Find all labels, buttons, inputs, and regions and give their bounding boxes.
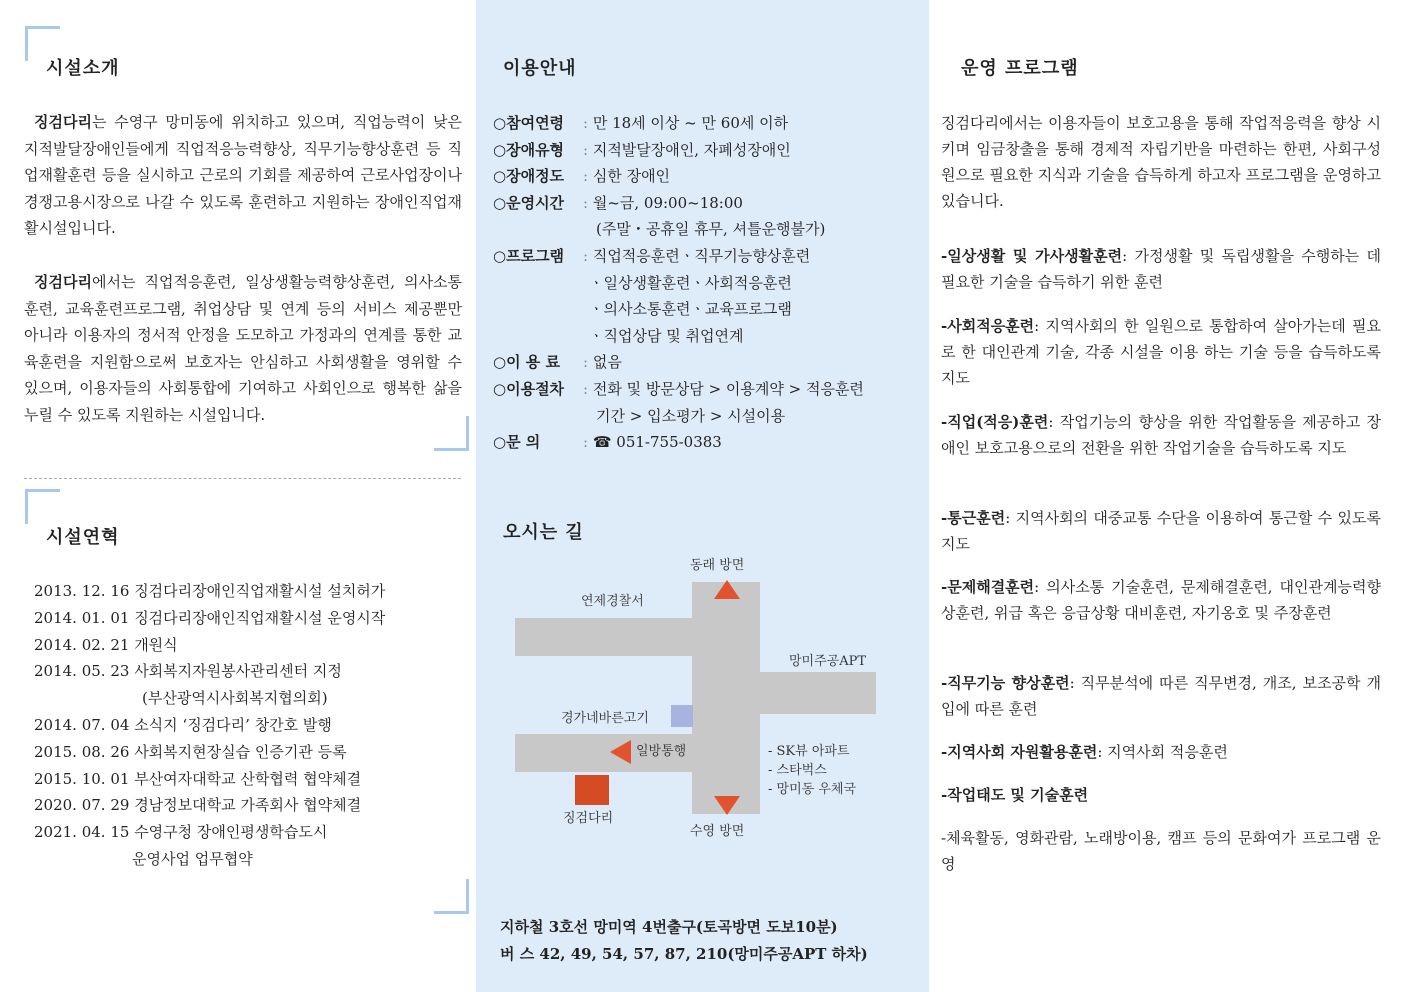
intro-paragraph-1: 징검다리는 수영구 망미동에 위치하고 있으며, 직업능력이 낮은 지적발달장애인들에게 직업적응능력향상, 직무기능향상훈련 등 직업재활훈련 등을 실시하고 근로의 기회를 제공하여 근로사업장이나 경쟁고용시장으로 나갈 수 있도록 훈련하고 지원하는 장애인직업재활시설입니다. — [24, 113, 462, 237]
info-row: ○운영시간 : 월~금, 09:00~18:00 — [493, 190, 864, 217]
program-title: -직무기능 향상훈련 — [941, 674, 1070, 692]
info-label: ○이 용 료 — [493, 353, 561, 372]
map-label-south: 수영 방면 — [690, 824, 745, 839]
program-desc: : 작업기능의 향상을 위한 작업활동을 제공하고 장애인 보호고용으로의 전환을 위한 작업기술을 습득하도록 지도 — [941, 413, 1381, 457]
intro-heading: 시설소개 — [46, 58, 120, 79]
program-title: -문제해결훈련 — [941, 578, 1035, 596]
history-item: 2013. 12. 16 징검다리장애인직업재활시설 설치허가 — [34, 582, 386, 600]
history-item: 2014. 02. 21 개원식 — [34, 635, 178, 654]
directions-heading: 오시는 길 — [503, 522, 584, 543]
info-row: ○프로그램 : 직업적응훈련ㆍ직무기능향상훈련 — [493, 243, 864, 270]
program-desc: : 지역사회 적응훈련 — [1097, 743, 1228, 761]
info-label: ○이용절차 — [493, 379, 565, 398]
location-map — [513, 550, 883, 840]
arrow-up-icon — [714, 580, 740, 600]
info-value: 없음 — [592, 353, 622, 372]
history-item: 2015. 10. 01 부산여자대학교 산학협력 협약체결 — [34, 769, 362, 788]
left-panel — [0, 0, 476, 992]
info-row-continued: 기간 > 입소평가 > 시설이용 — [596, 406, 786, 425]
map-label-apt: 망미주공APT — [789, 654, 867, 669]
map-label-oneway: 일방통행 — [636, 744, 687, 759]
program-item — [941, 670, 1381, 722]
info-row-continued: ㆍ일상생활훈련ㆍ사회적응훈련 — [589, 273, 792, 292]
program-title: -일상생활 및 가사생활훈련 — [941, 247, 1123, 265]
info-value: 전화 및 방문상담 > 이용계약 > 적응훈련 — [592, 379, 864, 398]
info-row: ○이 용 료 : 없음 — [493, 349, 864, 376]
program-item — [941, 825, 1381, 877]
program-item — [941, 782, 1381, 808]
history-list — [34, 578, 385, 873]
info-row-continued: ㆍ의사소통훈련ㆍ교육프로그램 — [589, 300, 792, 319]
corner-bracket — [25, 489, 60, 524]
subway-info: 지하철 3호선 망미역 4번출구(토곡방면 도보10분) — [500, 918, 838, 936]
facility-name: 징검다리 — [34, 113, 92, 131]
info-value: 만 18세 이상 ~ 만 60세 이하 — [592, 114, 789, 132]
arrow-left-icon — [610, 740, 632, 764]
program-title: -직업(적응)훈련 — [941, 413, 1049, 431]
info-row: ○장애유형 : 지적발달장애인, 자폐성장애인 — [493, 137, 864, 164]
program-item — [941, 739, 1381, 765]
program-desc: : 의사소통 기술훈련, 문제해결훈련, 대인관계능력향상훈련, 위급 혹은 응급상황 대비훈련, 자기옹호 및 주장훈련 — [941, 578, 1381, 622]
info-label: ○운영시간 — [493, 193, 565, 212]
program-title: -작업태도 및 기술훈련 — [941, 786, 1089, 804]
map-label-landmark: - 스타벅스 — [768, 763, 827, 778]
corner-bracket — [434, 879, 469, 914]
history-item: 2021. 04. 15 수영구청 장애인평생학습도시 — [34, 823, 328, 842]
road-east — [760, 672, 876, 714]
info-label: ○장애유형 — [493, 140, 565, 159]
program-title: -사회적응훈련 — [941, 317, 1035, 335]
main-road-vertical — [692, 582, 760, 814]
program-desc: : 직무분석에 따른 직무변경, 개조, 보조공학 개입에 따른 훈련 — [941, 674, 1381, 718]
history-heading: 시설연혁 — [46, 527, 120, 548]
usage-info-list — [493, 110, 864, 456]
history-item: 2020. 07. 29 경남정보대학교 가족회사 협약체결 — [34, 796, 362, 815]
history-item: 운영사업 업무협약 — [132, 849, 253, 868]
corner-bracket — [434, 416, 469, 451]
road-west-upper — [515, 618, 692, 656]
info-value: 지적발달장애인, 자폐성장애인 — [592, 140, 791, 159]
program-desc: -체육활동, 영화관람, 노래방이용, 캠프 등의 문화여가 프로그램 운영 — [941, 829, 1381, 873]
info-value: ☎ 051-755-0383 — [592, 433, 722, 452]
bus-info: 버 스 42, 49, 54, 57, 87, 210(망미주공APT 하차) — [500, 945, 868, 963]
program-title: -통근훈련 — [941, 509, 1006, 527]
info-value: 월~금, 09:00~18:00 — [592, 193, 743, 212]
transit-info — [500, 914, 868, 968]
program-title: -지역사회 자원활용훈련 — [941, 743, 1098, 761]
program-item — [941, 505, 1381, 557]
usage-heading: 이용안내 — [503, 58, 577, 79]
map-label-police: 연제경찰서 — [581, 594, 644, 609]
map-label-shop: 경가네바른고기 — [561, 711, 649, 726]
history-item: 2015. 08. 26 사회복지현장실습 인증기관 등록 — [34, 742, 347, 761]
history-item: (부산광역시사회복지협의회) — [142, 689, 328, 708]
map-label-facility: 징검다리 — [563, 811, 614, 826]
info-label: ○참여연령 — [493, 114, 565, 132]
map-label-landmark: - 망미동 우체국 — [768, 782, 857, 797]
map-label-landmark: - SK뷰 아파트 — [768, 744, 850, 759]
history-item: 2014. 01. 01 징검다리장애인직업재활시설 운영시작 — [34, 608, 386, 627]
shop-marker — [671, 705, 693, 727]
info-label: ○문 의 — [493, 433, 541, 452]
program-desc: : 가정생활 및 독립생활을 수행하는 데 필요한 기술을 습득하기 위한 훈련 — [941, 247, 1382, 291]
info-row: ○문 의 : ☎ 051-755-0383 — [493, 429, 864, 456]
programs-heading: 운영 프로그램 — [961, 58, 1079, 79]
intro-paragraph-2: 징검다리에서는 직업적응훈련, 일상생활능력향상훈련, 의사소통훈련, 교육훈련프로그램, 취업상담 및 연계 등의 서비스 제공뿐만 아니라 이용자의 정서적 안정을 도모하고 가정과의 연계를 통한 교육훈련을 지원함으로써 보호자는 안심하고 사회생활을 영위할 수 있으며, 이용자들의 사회통합에 기여하고 사회인으로 행복한 삶을 누릴 수 있도록 지원하는 시설입니다. — [24, 273, 462, 424]
info-row: ○참여연령 : 만 18세 이상 ~ 만 60세 이하 — [493, 110, 864, 137]
program-desc: : 지역사회의 대중교통 수단을 이용하여 통근할 수 있도록 지도 — [941, 509, 1381, 553]
program-item — [941, 243, 1381, 295]
info-row-continued: ㆍ직업상담 및 취업연계 — [589, 326, 744, 345]
info-value: 직업적응훈련ㆍ직무기능향상훈련 — [592, 246, 811, 265]
info-row: ○이용절차 : 전화 및 방문상담 > 이용계약 > 적응훈련 — [493, 376, 864, 403]
programs-intro: 징검다리에서는 이용자들이 보호고용을 통해 작업적응력을 향상 시키며 임금창출을 통해 경제적 자립기반을 마련하는 한편, 사회구성원으로 필요한 지식과 기술을 습득하게 하고자 프로그램을 운영하고 있습니다. — [941, 114, 1381, 210]
section-divider — [24, 478, 461, 479]
facility-marker — [575, 775, 609, 805]
arrow-down-icon — [714, 796, 740, 816]
info-row: ○장애정도 : 심한 장애인 — [493, 163, 864, 190]
info-row-continued: (주말・공휴일 휴무, 셔틀운행불가) — [596, 220, 826, 239]
history-item: 2014. 05. 23 사회복지자원봉사관리센터 지정 — [34, 662, 342, 681]
history-item: 2014. 07. 04 소식지 ‘징검다리’ 창간호 발행 — [34, 715, 332, 734]
program-item — [941, 409, 1381, 461]
info-label: ○프로그램 — [493, 246, 565, 265]
info-value: 심한 장애인 — [592, 167, 671, 186]
info-label: ○장애정도 — [493, 167, 565, 186]
map-label-north: 동래 방면 — [690, 558, 745, 573]
program-item — [941, 574, 1381, 626]
program-desc: : 지역사회의 한 일원으로 통합하여 살아가는데 필요로 한 대인관계 기술, 각종 시설을 이용 하는 기술 등을 습득하도록 지도 — [941, 317, 1381, 387]
program-item — [941, 313, 1381, 391]
facility-name: 징검다리 — [34, 273, 92, 291]
